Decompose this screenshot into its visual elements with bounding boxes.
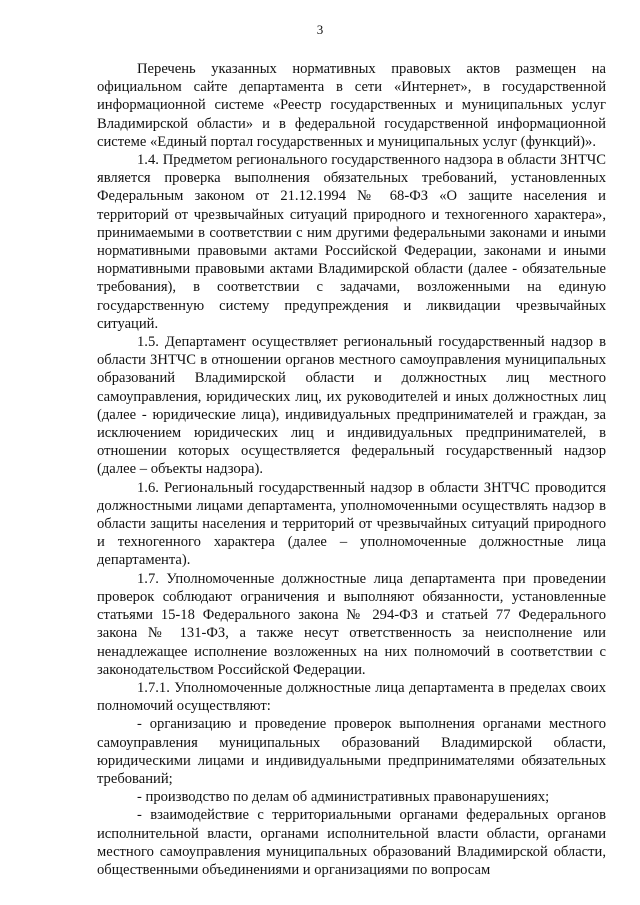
paragraph-1-4: 1.4. Предметом регионального государственного надзора в области ЗНТЧС является проверка выполнения обязательных требований, установленных Федеральным законом от 21.12.1994 № 68-ФЗ «О защите населения и территорий от чрезвычайных ситуаций природного и техногенного характера», принимаемыми в соответствии с ним другими федеральными законами и иными нормативными правовыми актами Российской Федерации, законами и иными нормативными правовыми актами Владимирской области (далее - обязательные требования), в соответствии с задачами, возложенными на единую государственную систему предупреждения и ликвидации чрезвычайных ситуаций. [97, 152, 606, 332]
paragraph-1-7: 1.7. Уполномоченные должностные лица департамента при проведении проверок соблюдают ограничения и выполняют обязанности, установленные статьями 15-18 Федерального закона № 294-ФЗ и статьей 77 Федерального закона № 131-ФЗ, а также несут ответственность за неисполнение или ненадлежащее исполнение возложенных на них полномочий в соответствии с законодательством Российской Федерации. [97, 570, 606, 678]
page-number: 3 [316, 22, 324, 37]
list-item-interaction: - взаимодействие с территориальными органами федеральных органов исполнительной власти, органами исполнительной власти области, органами местного самоуправления муниципальных образований Владимирской области, общественными объединениями и организациями по вопросам [97, 807, 606, 878]
paragraph-1-5: 1.5. Департамент осуществляет региональный государственный надзор в области ЗНТЧС в отношении органов местного самоуправления муниципальных образований Владимирской области и должностных лиц местного самоуправления, юридических лиц, их руководителей и иных должностных лиц (далее - юридические лица), индивидуальных предпринимателей и граждан, за исключением юридических лиц и индивидуальных предпринимателей, в отношении которых осуществляется федеральный государственный надзор (далее – объекты надзора). [97, 334, 606, 478]
list-item-inspections: - организацию и проведение проверок выполнения органами местного самоуправления муниципальных образований Владимирской области, юридическими лицами и индивидуальными предпринимателями обязательных требований; [97, 716, 606, 787]
paragraph-list-publication: Перечень указанных нормативных правовых актов размещен на официальном сайте департамента в сети «Интернет», в государственной информационной системе «Реестр государственных и муниципальных услуг Владимирской области» и в федеральной государственной информационной системе «Единый портал государственных и муниципальных услуг (функций)». [97, 61, 606, 150]
paragraph-1-6: 1.6. Региональный государственный надзор в области ЗНТЧС проводится должностными лицами департамента, уполномоченными осуществлять надзор в области защиты населения и территорий от чрезвычайных ситуаций природного и техногенного характера (далее – уполномоченные должностные лица департамента). [97, 479, 606, 569]
document-body [97, 60, 606, 879]
list-item-administrative-offenses: - производство по делам об административных правонарушениях; [137, 789, 550, 806]
paragraph-1-7-1: 1.7.1. Уполномоченные должностные лица департамента в пределах своих полномочий осуществляют: [97, 679, 606, 715]
